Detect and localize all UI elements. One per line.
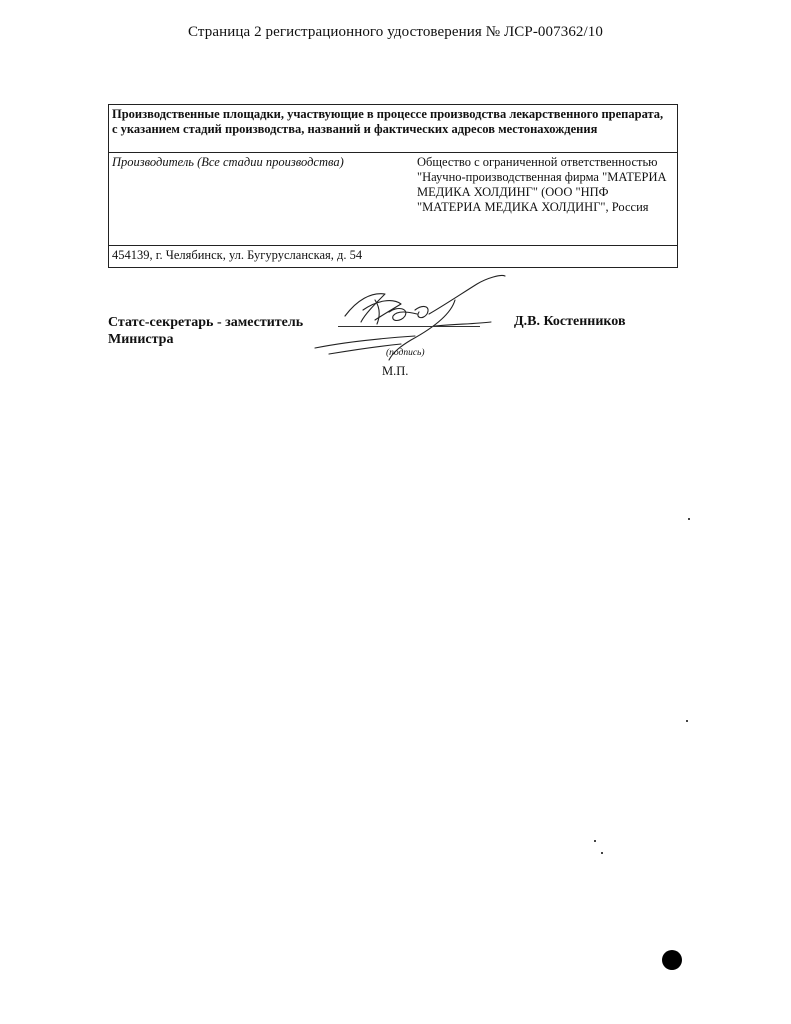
scan-punch-mark: [662, 950, 682, 970]
signer-position: Статс-секретарь - заместитель Министра: [108, 315, 304, 347]
seal-mark: М.П.: [382, 364, 409, 378]
scan-speck: [688, 518, 690, 520]
table-heading: Производственные площадки, участвующие в процессе производства лекарственного препарата, с указанием стадий производства, названий и фактических адресов местонахождения: [112, 107, 664, 136]
table-divider: [109, 152, 677, 153]
production-sites-table: [108, 104, 678, 268]
table-divider: [109, 245, 677, 246]
scan-speck: [601, 852, 603, 854]
organization-cell: Общество с ограниченной ответственностью "Научно-производственная фирма "МАТЕРИА МЕДИКА ХОЛДИНГ" (ООО "НПФ "МАТЕРИА МЕДИКА ХОЛДИНГ", Россия: [417, 155, 667, 214]
signature-caption: (подпись): [386, 348, 425, 358]
page-header: Страница 2 регистрационного удостоверения № ЛСР-007362/10: [187, 24, 603, 40]
signer-name: Д.В. Костенников: [514, 314, 626, 329]
scan-speck: [594, 840, 596, 842]
scan-speck: [686, 720, 688, 722]
manufacturer-role-cell: Производитель (Все стадии производства): [112, 155, 344, 169]
address-cell: 454139, г. Челябинск, ул. Бугурусланская, д. 54: [112, 248, 363, 262]
signature-line: [338, 326, 480, 327]
